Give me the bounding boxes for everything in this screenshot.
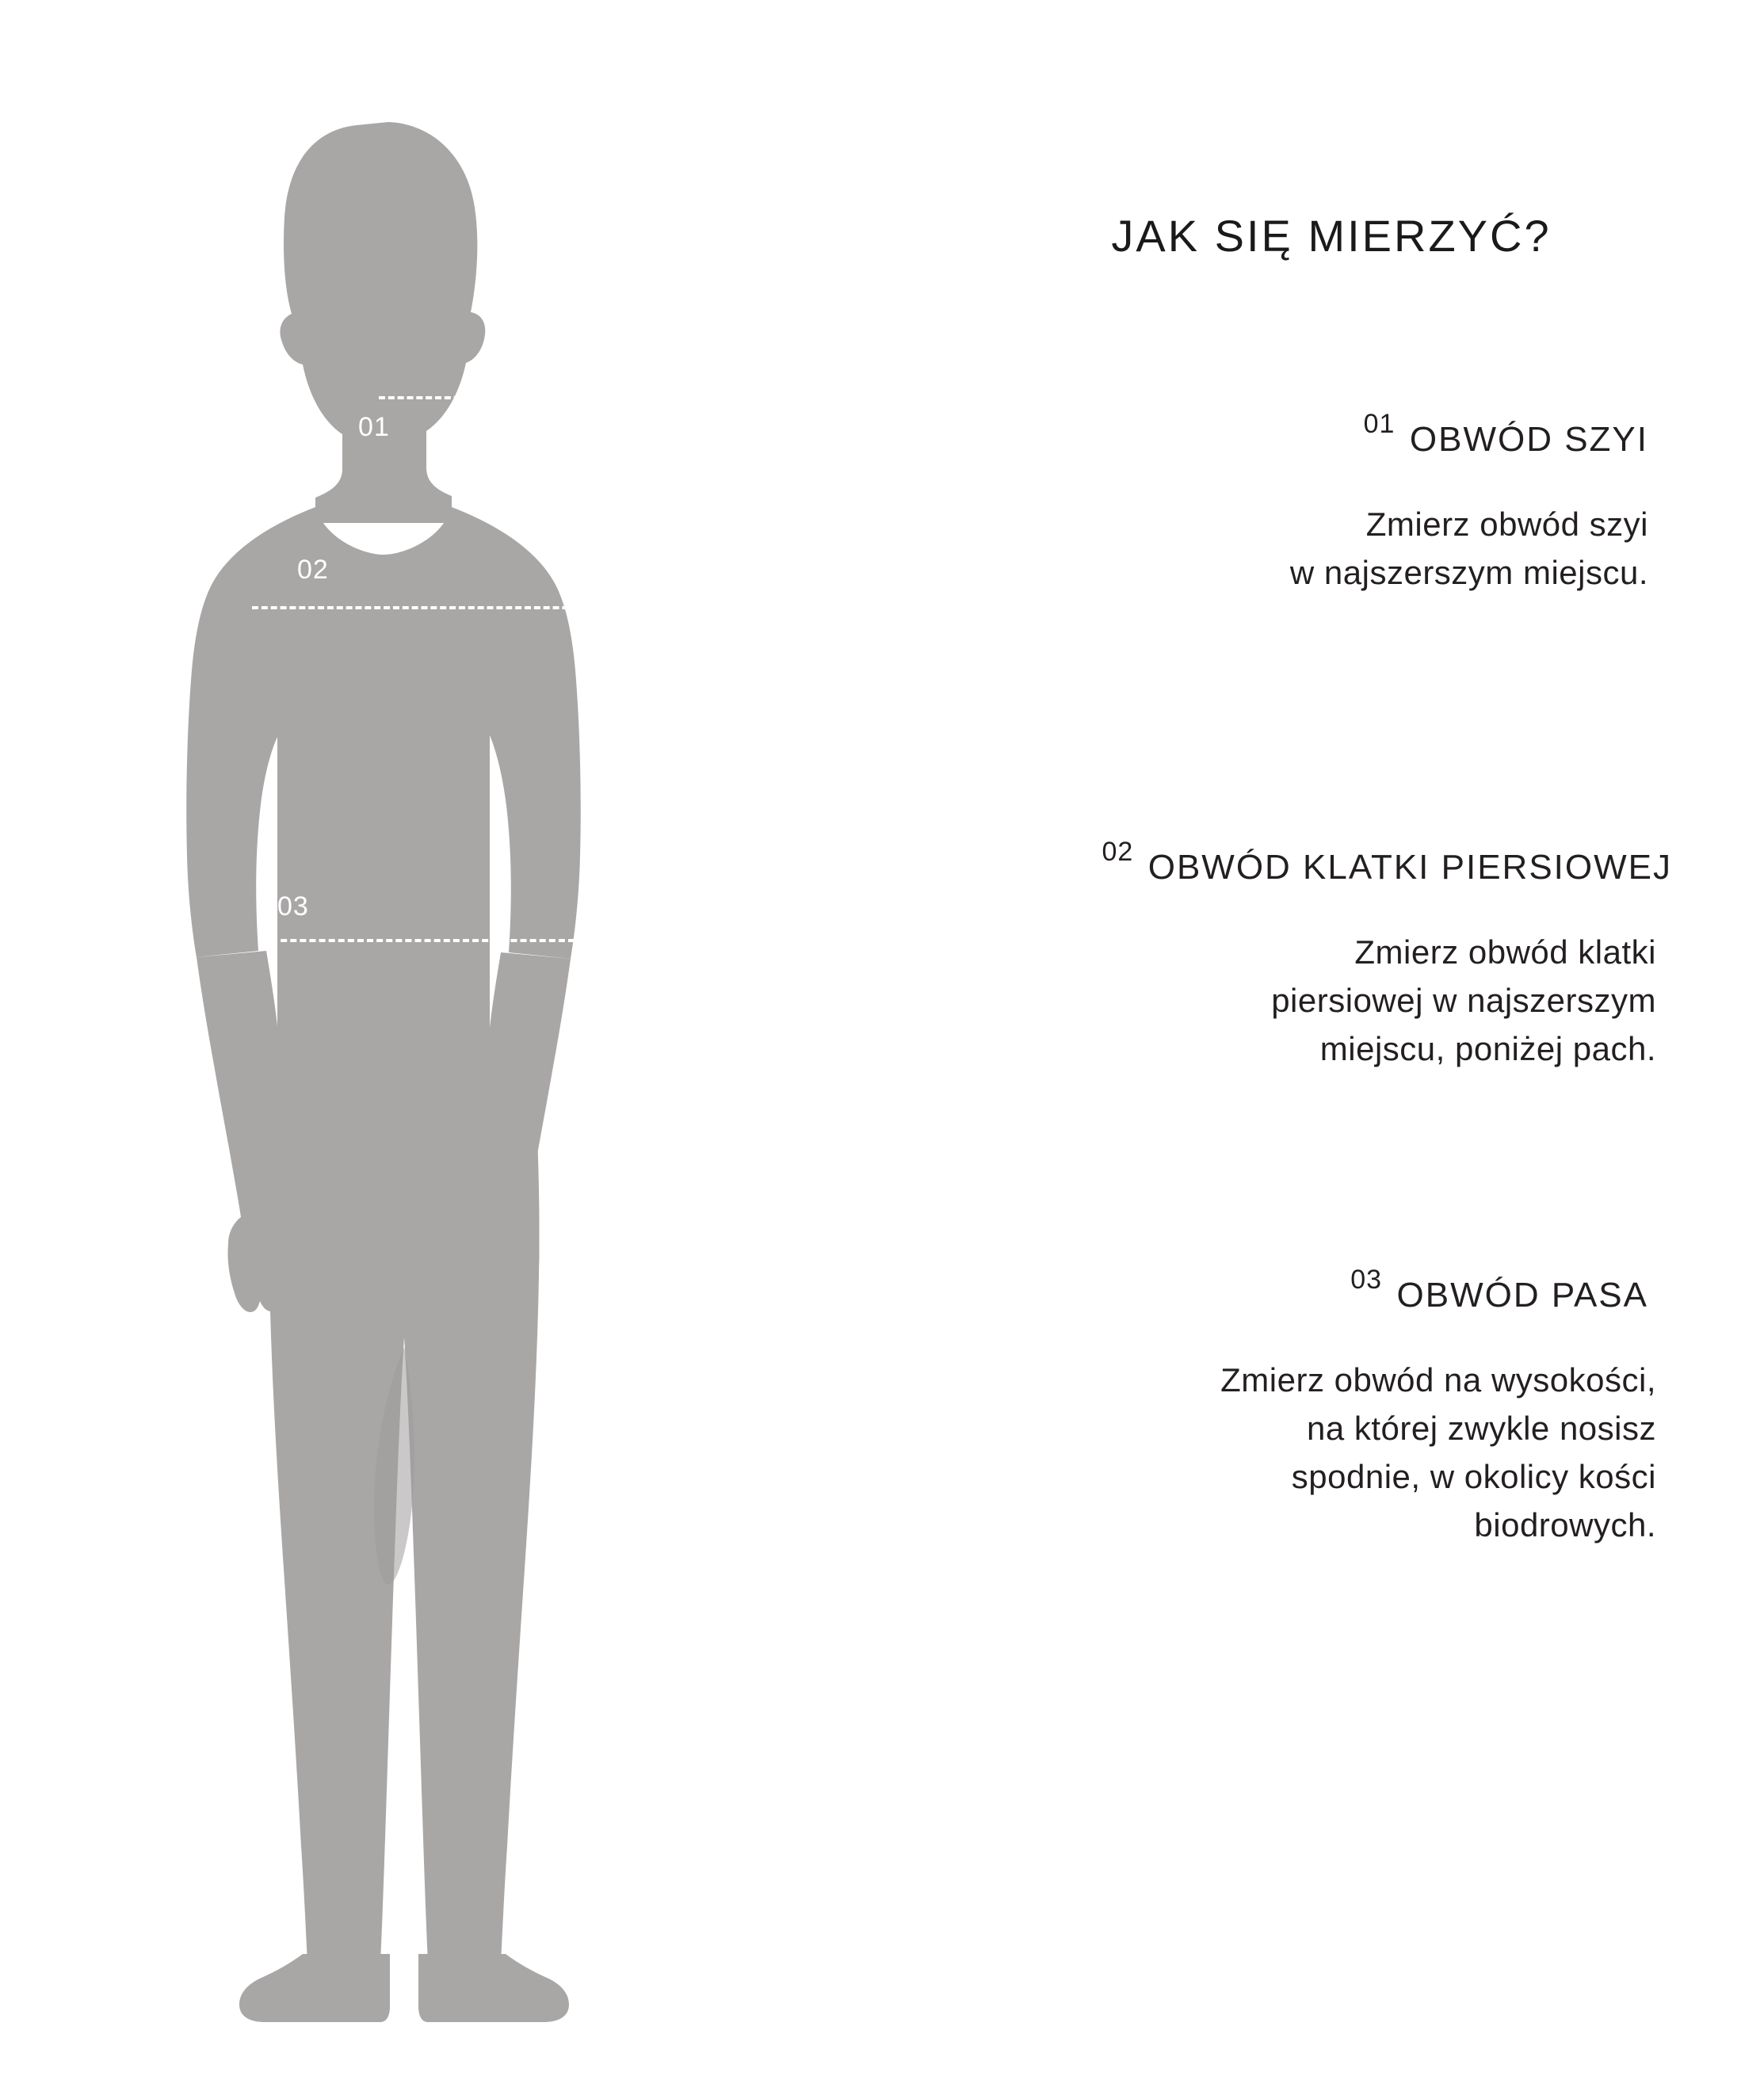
step-03-heading	[991, 1265, 1672, 1315]
step-02-title: OBWÓD KLATKI PIERSIOWEJ	[1147, 848, 1672, 887]
step-02-number: 02	[1102, 837, 1134, 867]
measure-label-03: 03	[277, 891, 309, 922]
instructions-panel	[991, 0, 1764, 2095]
measure-line-neck	[379, 396, 498, 399]
step-01-description-line: Zmierz obwód szyi	[1365, 506, 1648, 543]
page-title: JAK SIĘ MIERZYĆ?	[1111, 211, 1552, 261]
step-01-description	[991, 501, 1672, 597]
step-02-description-line: piersiowej w najszerszym	[1271, 981, 1656, 1019]
instruction-step-02	[991, 837, 1672, 1074]
step-01-number: 01	[1363, 409, 1396, 439]
step-01-description-line: w najszerszym miejscu.	[1289, 553, 1648, 591]
measure-label-01: 01	[358, 412, 390, 442]
step-03-description	[991, 1357, 1672, 1550]
step-02-description	[991, 929, 1672, 1074]
step-03-description-line: na której zwykle nosisz	[1307, 1409, 1656, 1447]
step-01-title: OBWÓD SZYI	[1409, 420, 1648, 459]
step-03-title: OBWÓD PASA	[1396, 1276, 1648, 1315]
instruction-step-01	[991, 409, 1672, 597]
step-01-heading	[991, 409, 1672, 460]
step-03-description-line: biodrowych.	[1474, 1505, 1656, 1544]
male-body-silhouette	[119, 111, 689, 2044]
step-02-heading	[991, 837, 1672, 887]
step-02-description-line: miejscu, poniżej pach.	[1319, 1029, 1656, 1067]
measure-line-chest	[252, 606, 597, 609]
step-02-description-line: Zmierz obwód klatki	[1354, 933, 1656, 971]
step-03-description-line: Zmierz obwód na wysokości,	[1220, 1361, 1656, 1399]
measure-label-02: 02	[297, 555, 329, 585]
step-03-number: 03	[1350, 1265, 1383, 1295]
step-03-description-line: spodnie, w okolicy kości	[1291, 1457, 1656, 1495]
instruction-step-03	[991, 1265, 1672, 1550]
measure-line-waist	[262, 939, 575, 942]
